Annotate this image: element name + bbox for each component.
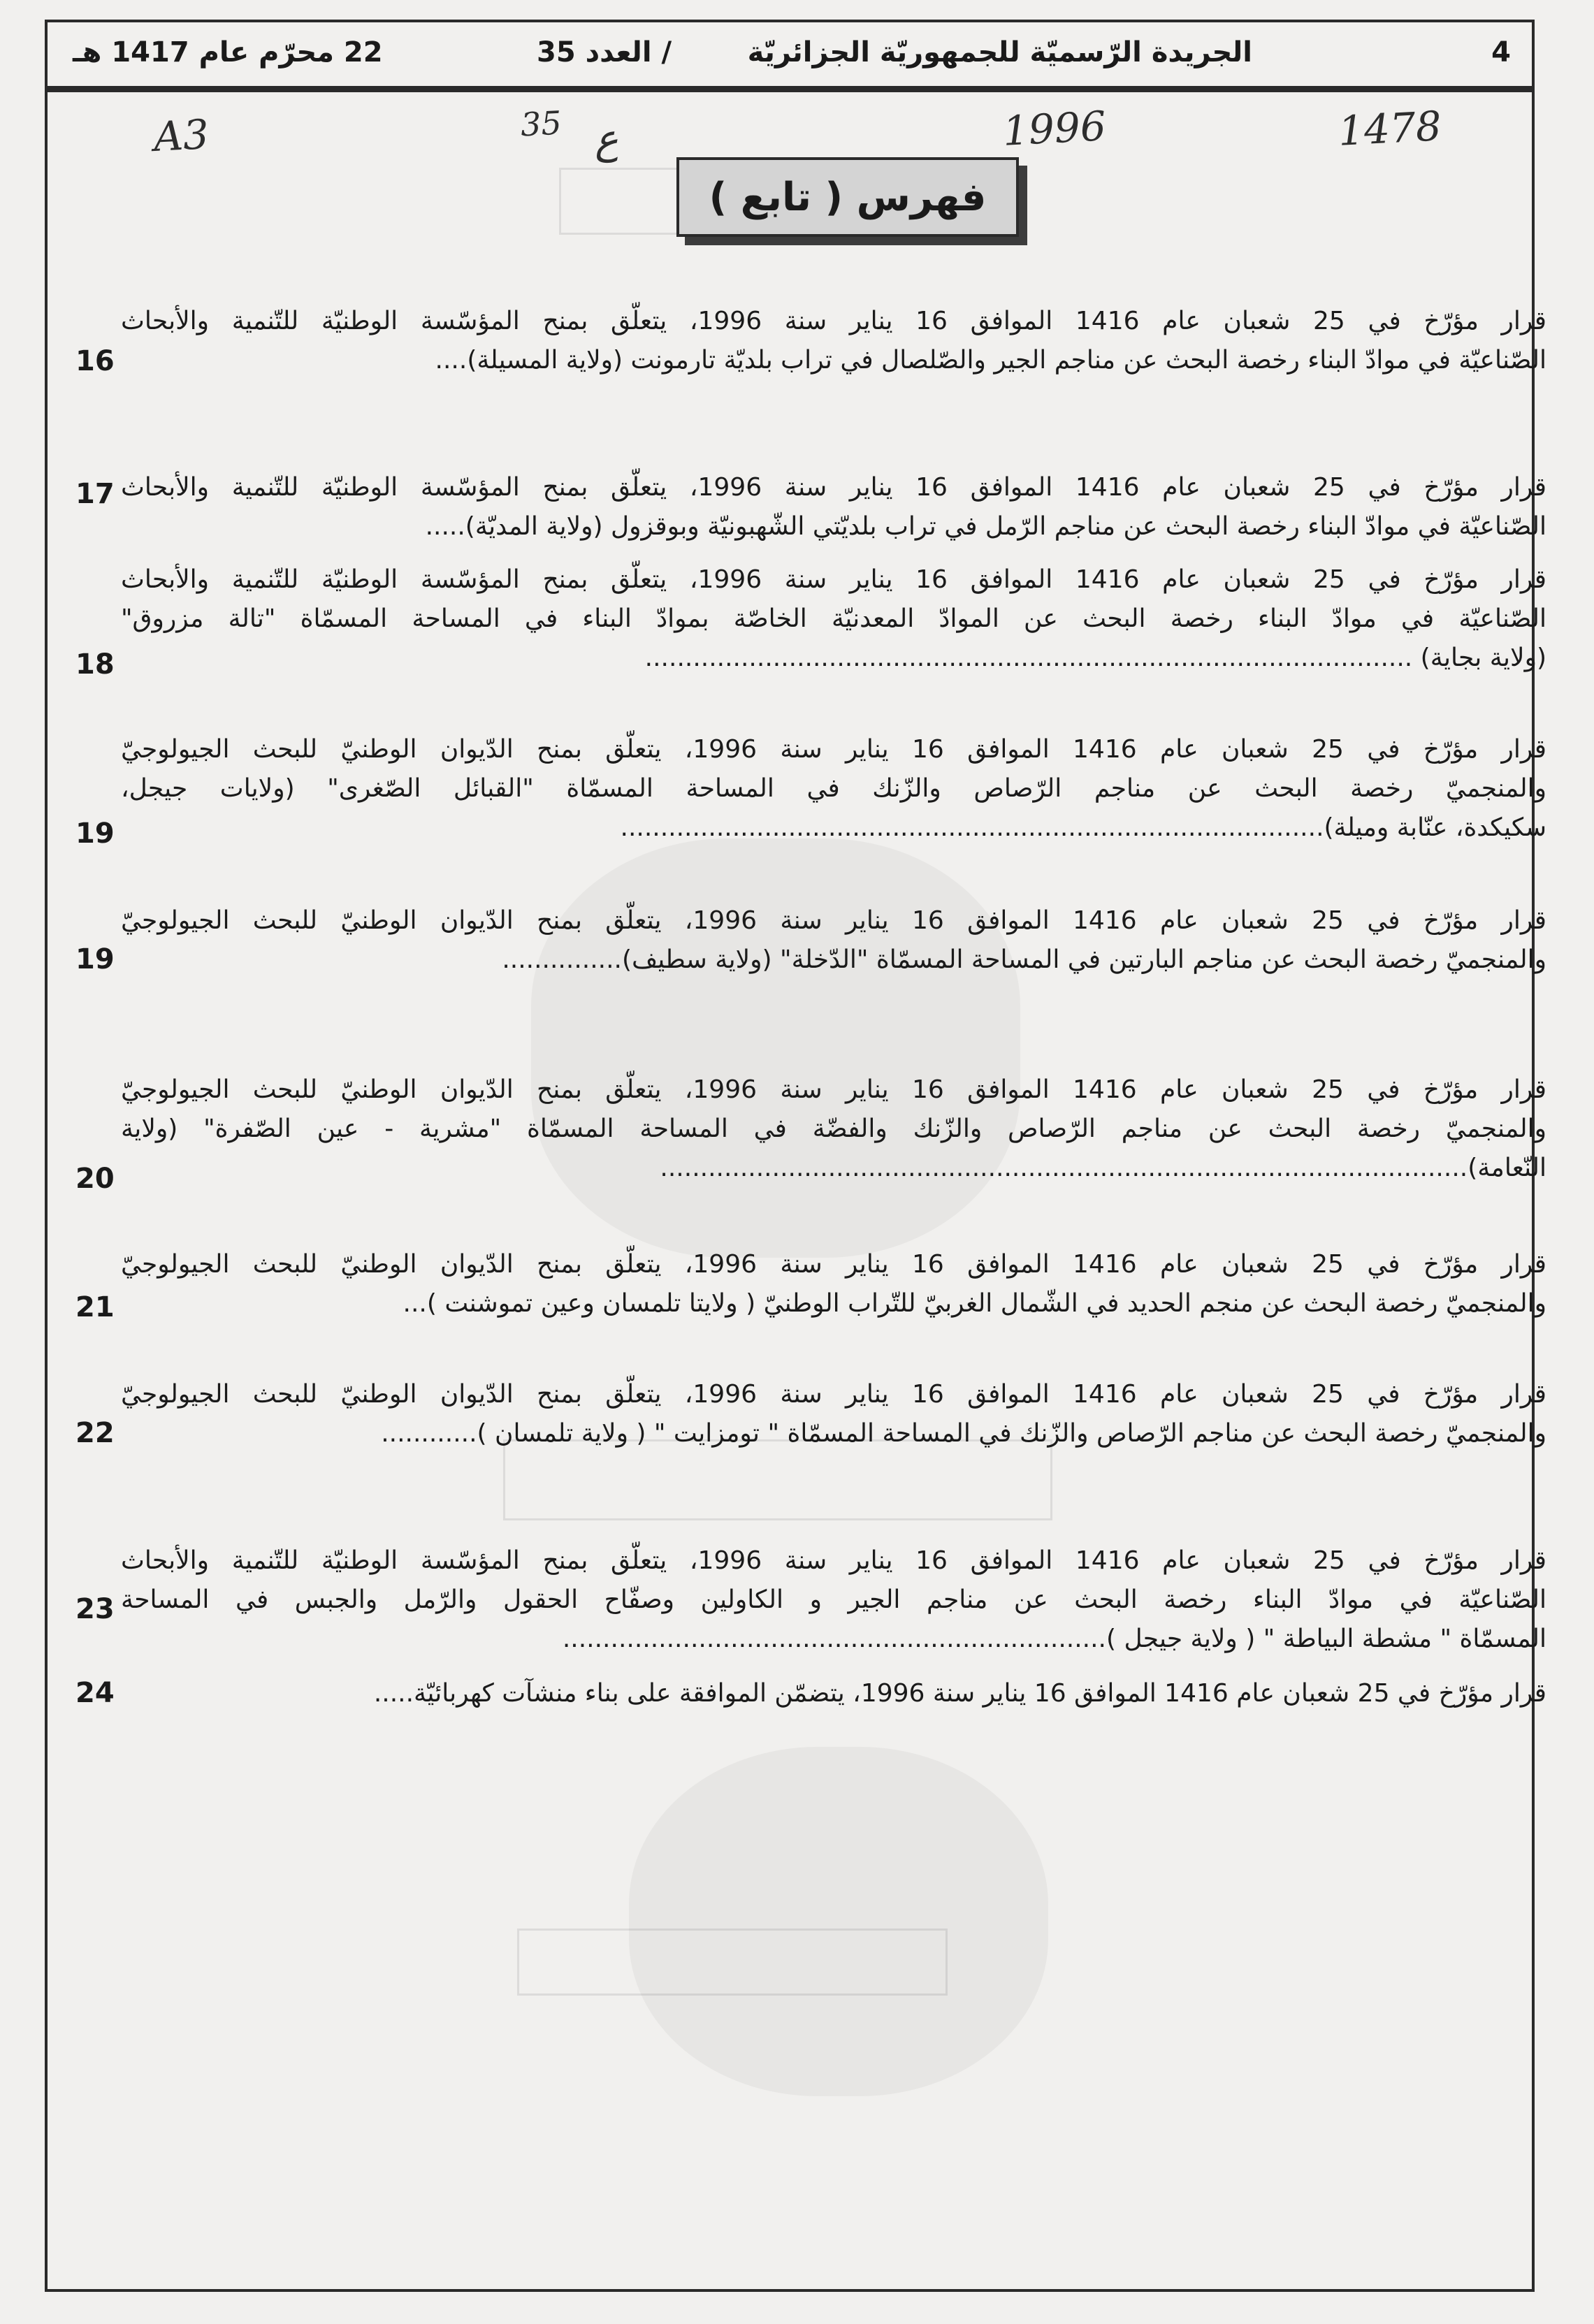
index-entry — [121, 560, 1546, 678]
entry-page-number: 23 — [75, 1593, 115, 1625]
entry-text-line: قرار مؤرّخ في 25 شعبان عام 1416 الموافق 16 يناير سنة 1996، يتعلّق بمنح الدّيوان الوطنيّ للبحث الجيولوجيّ — [121, 1075, 1546, 1104]
entry-page-number: 24 — [75, 1677, 115, 1709]
entry-text-line: (ولاية بجاية) ................................................................................................ — [644, 644, 1546, 672]
index-entry — [121, 901, 1546, 980]
entry-text-line: المسمّاة " مشطة البياطة " ( ولاية جيجل ).................................................................... — [562, 1625, 1546, 1653]
entry-text-line: قرار مؤرّخ في 25 شعبان عام 1416 الموافق 16 يناير سنة 1996، يتعلّق بمنح المؤسّسة الوطنيّة للتّنمية والأبحاث — [121, 1546, 1546, 1575]
index-entry — [121, 730, 1546, 848]
handwritten-note: ع — [593, 115, 620, 164]
index-title: فهرس ( تابع ) — [676, 157, 1019, 237]
entry-text-line: قرار مؤرّخ في 25 شعبان عام 1416 الموافق 16 يناير سنة 1996، يتضمّن الموافقة على بناء منشآت كهربائيّة..... — [373, 1679, 1546, 1708]
entry-text-line: قرار مؤرّخ في 25 شعبان عام 1416 الموافق 16 يناير سنة 1996، يتعلّق بمنح المؤسّسة الوطنيّة للتّنمية والأبحاث — [121, 565, 1546, 594]
handwritten-note: A3 — [152, 110, 210, 161]
entry-page-number: 20 — [75, 1163, 115, 1195]
page-number: 4 — [1491, 36, 1511, 68]
entry-text-line: والمنجميّ رخصة البحث عن مناجم الرّصاص والزّنك والفضّة في المساحة المسمّاة "مشرية - عين الصّفرة" (ولاية — [121, 1114, 1546, 1143]
entry-text-line: والمنجميّ رخصة البحث عن مناجم الرّصاص والزّنك في المساحة المسمّاة "القبائل الصّغرى" (ولايات جيجل، — [121, 774, 1546, 803]
entry-page-number: 16 — [75, 345, 115, 377]
index-entry — [121, 468, 1546, 546]
index-entry — [121, 1245, 1546, 1323]
entry-text-line: الصّناعيّة في موادّ البناء رخصة البحث عن مناجم الجير و الكاولين وصفّاح الحقول والرّمل والجبس في المساحة — [121, 1585, 1546, 1614]
entry-text-line: النّعامة)..................................................................................................... — [660, 1154, 1546, 1182]
entry-text-line: والمنجميّ رخصة البحث عن منجم الحديد في الشّمال الغربيّ للتّراب الوطنيّ ( ولايتا تلمسان وعين تموشنت )... — [403, 1289, 1546, 1318]
journal-title: الجريدة الرّسميّة للجمهوريّة الجزائريّة — [747, 36, 1252, 68]
entry-text-line: قرار مؤرّخ في 25 شعبان عام 1416 الموافق 16 يناير سنة 1996، يتعلّق بمنح الدّيوان الوطنيّ للبحث الجيولوجيّ — [121, 906, 1546, 935]
entry-text-line: سكيكدة، عنّابة وميلة)........................................................................................ — [620, 813, 1546, 842]
entry-page-number: 19 — [75, 943, 115, 975]
index-entry — [121, 1541, 1546, 1659]
entry-text-line: قرار مؤرّخ في 25 شعبان عام 1416 الموافق 16 يناير سنة 1996، يتعلّق بمنح المؤسّسة الوطنيّة للتّنمية والأبحاث — [121, 307, 1546, 335]
entry-text-line: قرار مؤرّخ في 25 شعبان عام 1416 الموافق 16 يناير سنة 1996، يتعلّق بمنح الدّيوان الوطنيّ للبحث الجيولوجيّ — [121, 1380, 1546, 1409]
handwritten-note: 1478 — [1337, 102, 1443, 155]
index-entry — [121, 1070, 1546, 1188]
entry-text-line: الصّناعيّة في موادّ البناء رخصة البحث عن مناجم الرّمل في تراب بلديّتي الشّهبونيّة وبوقزول (ولاية المديّة)..... — [425, 512, 1546, 541]
entry-page-number: 17 — [75, 478, 115, 510]
entry-text-line: الصّناعيّة في موادّ البناء رخصة البحث عن مناجم الجير والصّلصال في تراب بلديّة تارمونت (ولاية المسيلة).... — [435, 346, 1546, 375]
index-entry — [121, 302, 1546, 380]
entry-page-number: 19 — [75, 818, 115, 850]
entry-text-line: قرار مؤرّخ في 25 شعبان عام 1416 الموافق 16 يناير سنة 1996، يتعلّق بمنح الدّيوان الوطنيّ للبحث الجيولوجيّ — [121, 1250, 1546, 1279]
entry-text-line: قرار مؤرّخ في 25 شعبان عام 1416 الموافق 16 يناير سنة 1996، يتعلّق بمنح المؤسّسة الوطنيّة للتّنمية والأبحاث — [121, 473, 1546, 502]
entry-page-number: 21 — [75, 1291, 115, 1323]
entry-page-number: 22 — [75, 1417, 115, 1449]
entry-text-line: قرار مؤرّخ في 25 شعبان عام 1416 الموافق 16 يناير سنة 1996، يتعلّق بمنح الدّيوان الوطنيّ للبحث الجيولوجيّ — [121, 735, 1546, 764]
entry-text-line: والمنجميّ رخصة البحث عن مناجم الرّصاص والزّنك في المساحة المسمّاة " تومزايت " ( ولاية تلمسان )............ — [381, 1419, 1546, 1448]
index-entry — [121, 1674, 1546, 1713]
issue-number: / العدد 35 — [537, 36, 672, 68]
entry-text-line: والمنجميّ رخصة البحث عن مناجم البارتين في المساحة المسمّاة "الدّخلة" (ولاية سطيف)............... — [502, 945, 1546, 974]
handwritten-note: 1996 — [1001, 102, 1108, 155]
hijri-date: 22 محرّم عام 1417 هـ — [73, 36, 383, 68]
index-entry — [121, 1375, 1546, 1453]
running-header — [45, 20, 1535, 89]
entry-text-line: الصّناعيّة في موادّ البناء رخصة البحث عن الموادّ المعدنيّة الخاصّة بموادّ البناء في المساحة المسمّاة "تالة مزروق" — [121, 604, 1546, 633]
entry-page-number: 18 — [75, 648, 115, 681]
page-frame — [45, 89, 1535, 2292]
handwritten-note: 35 — [519, 103, 563, 144]
